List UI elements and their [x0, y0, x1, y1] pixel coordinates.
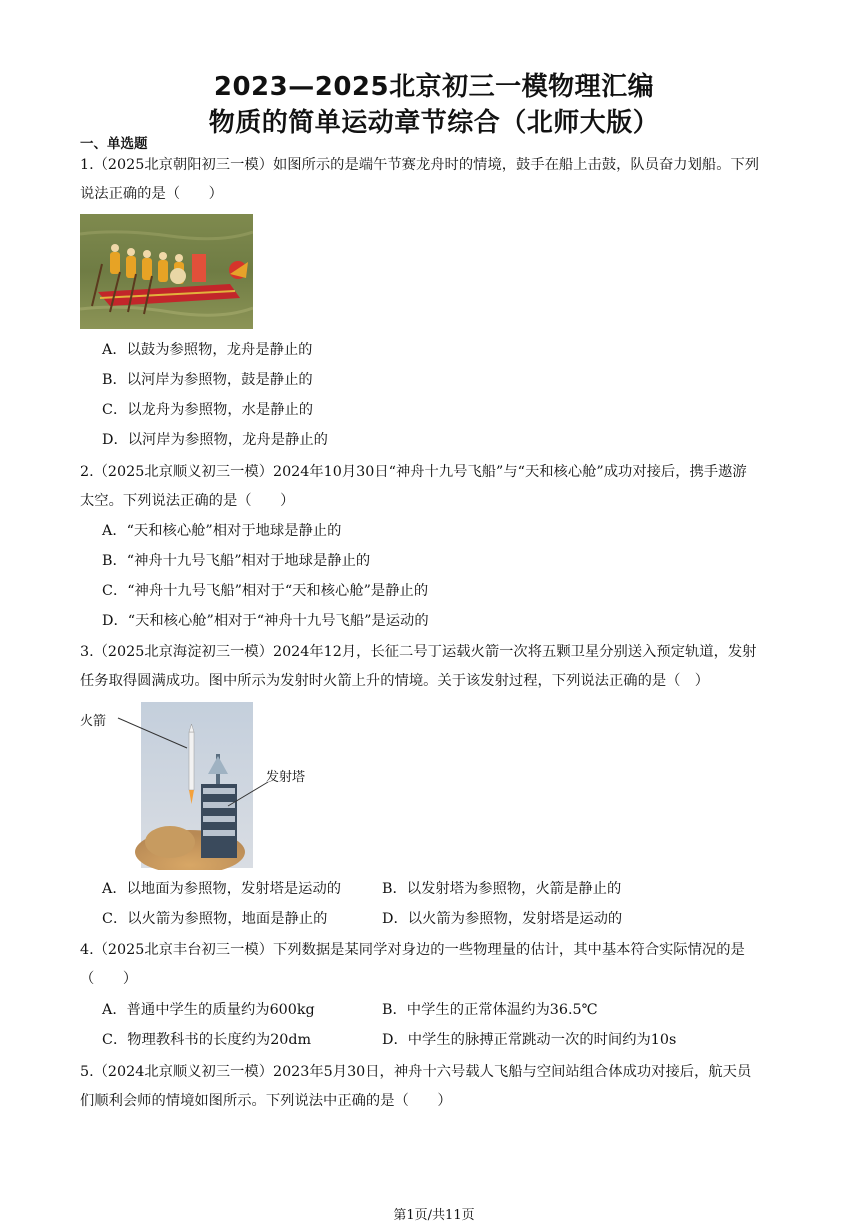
question-3-option-a: A．以地面为参照物，发射塔是运动的 [102, 881, 342, 897]
question-3-option-b: B．以发射塔为参照物，火箭是静止的 [382, 881, 622, 897]
question-1-option-c: C．以龙舟为参照物，水是静止的 [102, 402, 314, 418]
rocket-launch-figure [80, 702, 320, 870]
question-2-line1: 2.（2025北京顺义初三一模）2024年10月30日“神舟十九号飞船”与“天和核心舱”成功对接后，携手遨游 [80, 464, 747, 480]
question-3-line2: 任务取得圆满成功。图中所示为发射时火箭上升的情境。关于该发射过程，下列说法正确的是（ ） [80, 673, 710, 689]
question-3-option-d: D．以火箭为参照物，发射塔是运动的 [382, 911, 623, 927]
question-2-line2: 太空。下列说法正确的是（ ） [80, 493, 295, 509]
question-1-option-d: D．以河岸为参照物，龙舟是静止的 [102, 432, 328, 448]
document-title-line2: 物质的简单运动章节综合（北师大版） [208, 108, 660, 138]
tower-label: 发射塔 [266, 770, 306, 785]
question-4-option-c: C．物理教科书的长度约为20dm [102, 1032, 312, 1048]
question-4-line1: 4.（2025北京丰台初三一模）下列数据是某同学对身边的一些物理量的估计，其中基本符合实际情况的是 [80, 942, 745, 958]
question-4-option-d: D．中学生的脉搏正常跳动一次的时间约为10s [382, 1032, 677, 1048]
document-title-line1: 2023—2025北京初三一模物理汇编 [213, 72, 655, 102]
question-2-option-c: C．“神舟十九号飞船”相对于“天和核心舱”是静止的 [102, 583, 429, 599]
question-3-line1: 3.（2025北京海淀初三一模）2024年12月，长征二号丁运载火箭一次将五颗卫星分别送入预定轨道，发射 [80, 644, 757, 660]
section-heading: 一、单选题 [80, 136, 148, 152]
question-4-line2: （ ） [80, 971, 138, 987]
rocket-label: 火箭 [80, 714, 107, 729]
dragon-boat-photo [80, 214, 253, 329]
question-5-line1: 5.（2024北京顺义初三一模）2023年5月30日，神舟十六号载人飞船与空间站组合体成功对接后，航天员 [80, 1064, 752, 1080]
question-5-line2: 们顺利会师的情境如图所示。下列说法中正确的是（ ） [80, 1093, 452, 1109]
question-4-option-a: A．普通中学生的质量约为600kg [102, 1002, 315, 1018]
question-1-line1: 1.（2025北京朝阳初三一模）如图所示的是端午节赛龙舟时的情境，鼓手在船上击鼓，队员奋力划船。下列 [80, 157, 760, 173]
question-1-line2: 说法正确的是（ ） [80, 186, 223, 202]
question-2-option-b: B．“神舟十九号飞船”相对于地球是静止的 [102, 553, 371, 569]
question-2-option-d: D．“天和核心舱”相对于“神舟十九号飞船”是运动的 [102, 613, 429, 629]
page-footer: 第1页/共11页 [393, 1208, 475, 1223]
question-2-option-a: A．“天和核心舱”相对于地球是静止的 [102, 523, 342, 539]
question-1-option-b: B．以河岸为参照物，鼓是静止的 [102, 372, 313, 388]
question-3-option-c: C．以火箭为参照物，地面是静止的 [102, 911, 328, 927]
question-4-option-b: B．中学生的正常体温约为36.5℃ [382, 1002, 598, 1018]
question-1-option-a: A．以鼓为参照物，龙舟是静止的 [102, 342, 313, 358]
